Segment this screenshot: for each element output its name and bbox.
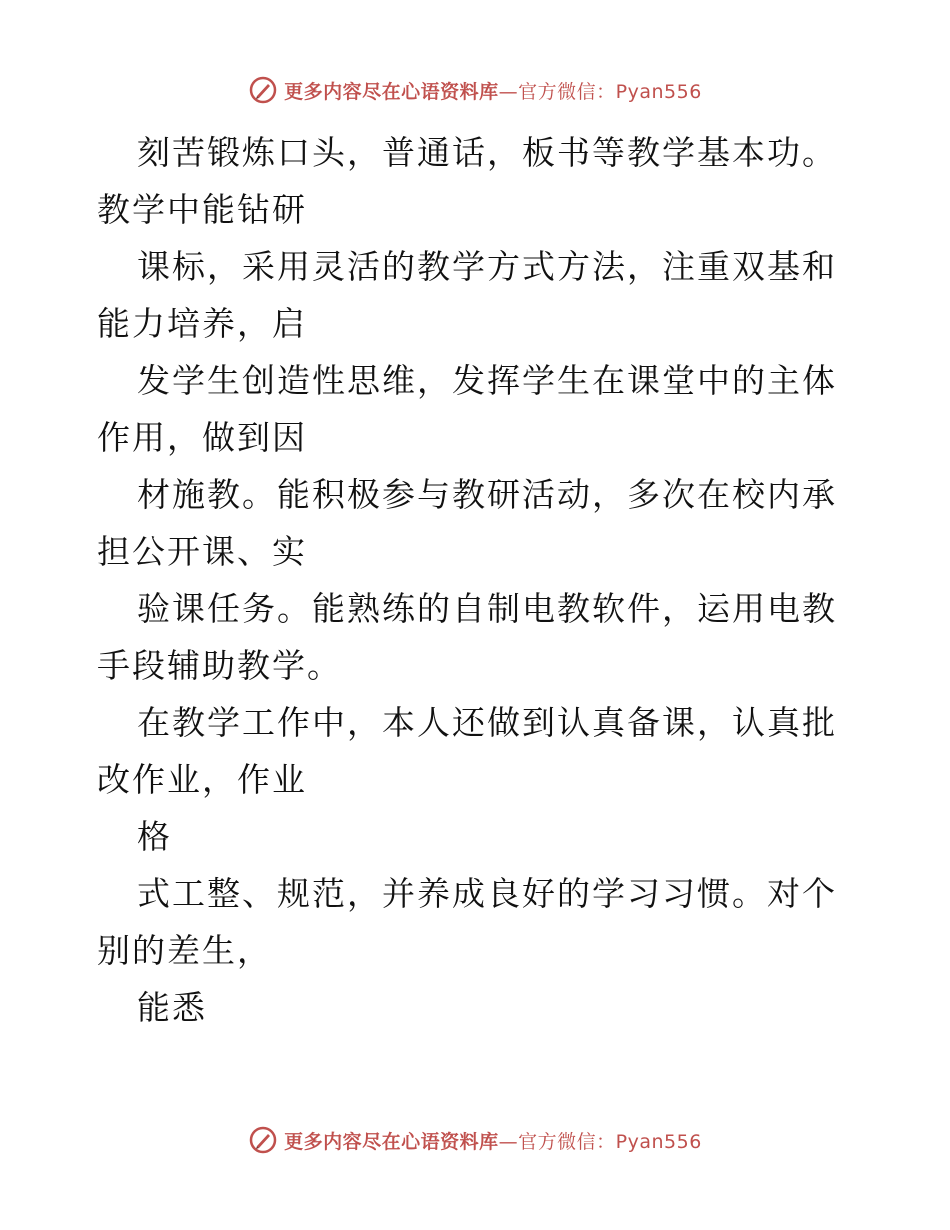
paragraph-3: 发学生创造性思维，发挥学生在课堂中的主体作用，做到因 <box>97 361 837 457</box>
header-brand-text: 更多内容尽在心语资料库—官方微信：Pyan556 <box>284 80 702 103</box>
header-banner <box>0 70 950 110</box>
paragraph-2: 课标，采用灵活的教学方式方法，注重双基和能力培养，启 <box>97 247 837 343</box>
paragraph-6: 在教学工作中，本人还做到认真备课，认真批改作业，作业 <box>97 703 837 799</box>
pen-logo-icon <box>248 75 278 105</box>
paragraph-1: 刻苦锻炼口头，普通话，板书等教学基本功。教学中能钻研 <box>97 133 837 229</box>
paragraph-5: 验课任务。能熟练的自制电教软件，运用电教手段辅助教学。 <box>97 589 837 685</box>
footer-banner <box>0 1120 950 1160</box>
pen-logo-icon <box>248 1125 278 1155</box>
paragraph-7: 格 <box>137 817 172 856</box>
paragraph-8: 式工整、规范，并养成良好的学习习惯。对个别的差生， <box>97 874 837 970</box>
footer-brand-text: 更多内容尽在心语资料库—官方微信：Pyan556 <box>284 1130 702 1153</box>
document-body <box>97 124 857 1036</box>
paragraph-9: 能悉 <box>137 988 207 1027</box>
paragraph-4: 材施教。能积极参与教研活动，多次在校内承担公开课、实 <box>97 475 837 571</box>
